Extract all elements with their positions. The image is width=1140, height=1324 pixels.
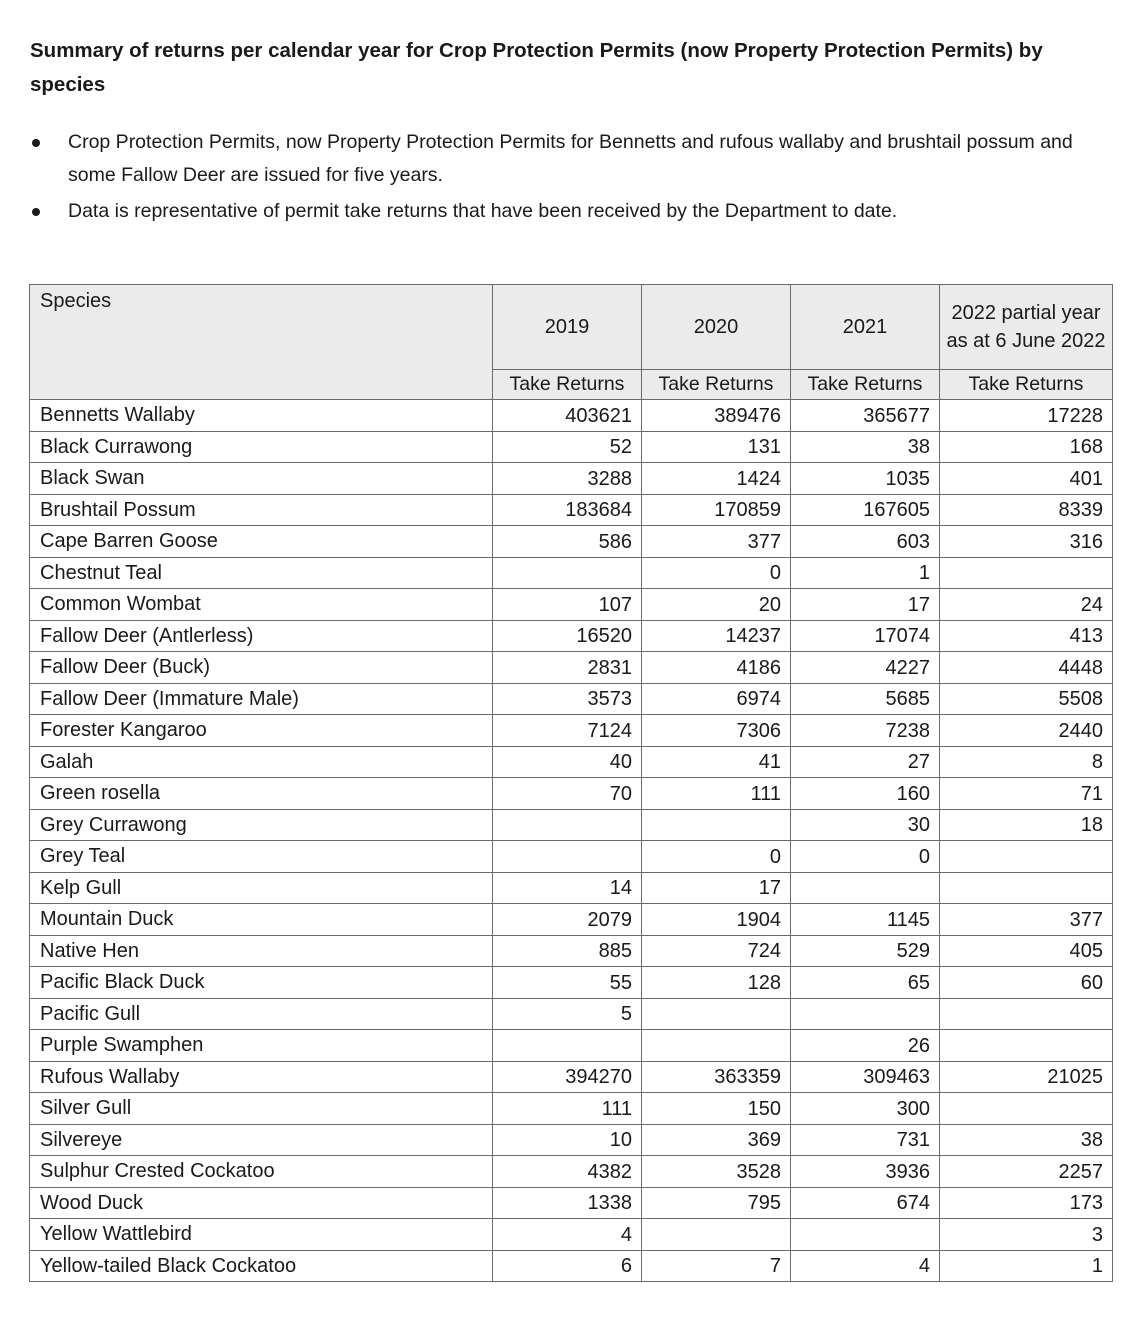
table-row	[30, 463, 1113, 495]
species-name-cell: Fallow Deer (Buck)	[30, 652, 493, 684]
table-row	[30, 872, 1113, 904]
take-return-cell: 173	[940, 1187, 1113, 1219]
take-return-cell: 168	[940, 431, 1113, 463]
species-name-cell: Sulphur Crested Cockatoo	[30, 1156, 493, 1188]
take-return-cell: 2831	[493, 652, 642, 684]
table-row	[30, 557, 1113, 589]
take-return-cell: 401	[940, 463, 1113, 495]
take-return-cell: 7238	[791, 715, 940, 747]
table-row	[30, 1093, 1113, 1125]
species-name-cell: Cape Barren Goose	[30, 526, 493, 558]
table-row	[30, 652, 1113, 684]
take-return-cell: 21025	[940, 1061, 1113, 1093]
take-return-cell	[940, 872, 1113, 904]
species-name-cell: Mountain Duck	[30, 904, 493, 936]
take-return-cell: 0	[642, 557, 791, 589]
take-return-cell: 1338	[493, 1187, 642, 1219]
take-return-cell: 17	[642, 872, 791, 904]
take-return-cell: 1904	[642, 904, 791, 936]
take-return-cell	[940, 557, 1113, 589]
take-return-cell: 405	[940, 935, 1113, 967]
take-return-cell	[493, 557, 642, 589]
table-row	[30, 904, 1113, 936]
take-return-cell: 55	[493, 967, 642, 999]
species-name-cell: Chestnut Teal	[30, 557, 493, 589]
take-return-cell: 7306	[642, 715, 791, 747]
take-return-cell	[791, 1219, 940, 1251]
take-return-cell: 160	[791, 778, 940, 810]
table-row	[30, 778, 1113, 810]
table-row	[30, 841, 1113, 873]
take-return-cell: 0	[642, 841, 791, 873]
take-return-cell: 529	[791, 935, 940, 967]
table-row	[30, 400, 1113, 432]
take-return-cell: 167605	[791, 494, 940, 526]
take-return-cell	[791, 872, 940, 904]
species-name-cell: Pacific Black Duck	[30, 967, 493, 999]
species-name-cell: Silver Gull	[30, 1093, 493, 1125]
species-name-cell: Green rosella	[30, 778, 493, 810]
bullet-text: Crop Protection Permits, now Property Protection Permits for Bennetts and rufous wallaby and brushtail possum and some Fallow Deer are issued for five years.	[68, 131, 1073, 186]
bullet-item	[30, 195, 1115, 228]
take-return-cell: 131	[642, 431, 791, 463]
species-name-cell: Common Wombat	[30, 589, 493, 621]
take-return-cell: 18	[940, 809, 1113, 841]
take-return-cell	[642, 1030, 791, 1062]
take-returns-header: Take Returns	[493, 370, 642, 400]
table-row	[30, 431, 1113, 463]
species-name-cell: Bennetts Wallaby	[30, 400, 493, 432]
bullet-list	[30, 126, 1115, 231]
take-return-cell: 795	[642, 1187, 791, 1219]
take-return-cell	[791, 998, 940, 1030]
species-name-cell: Grey Currawong	[30, 809, 493, 841]
table-row	[30, 1124, 1113, 1156]
take-return-cell: 71	[940, 778, 1113, 810]
take-return-cell: 394270	[493, 1061, 642, 1093]
table-row	[30, 715, 1113, 747]
year-column-header: 2019	[493, 285, 642, 370]
table-header-row	[30, 285, 1113, 370]
table-row	[30, 1061, 1113, 1093]
take-return-cell: 377	[940, 904, 1113, 936]
take-return-cell: 41	[642, 746, 791, 778]
species-name-cell: Pacific Gull	[30, 998, 493, 1030]
take-return-cell: 413	[940, 620, 1113, 652]
species-name-cell: Native Hen	[30, 935, 493, 967]
species-name-cell: Fallow Deer (Antlerless)	[30, 620, 493, 652]
take-return-cell: 183684	[493, 494, 642, 526]
table-row	[30, 1219, 1113, 1251]
table-row	[30, 589, 1113, 621]
take-return-cell: 14237	[642, 620, 791, 652]
table-row	[30, 998, 1113, 1030]
take-return-cell: 107	[493, 589, 642, 621]
bullet-item	[30, 126, 1115, 192]
take-return-cell: 603	[791, 526, 940, 558]
species-name-cell: Fallow Deer (Immature Male)	[30, 683, 493, 715]
take-return-cell	[642, 809, 791, 841]
take-return-cell: 17074	[791, 620, 940, 652]
take-return-cell: 885	[493, 935, 642, 967]
species-name-cell: Galah	[30, 746, 493, 778]
table-row	[30, 1030, 1113, 1062]
take-return-cell: 4382	[493, 1156, 642, 1188]
take-return-cell: 3528	[642, 1156, 791, 1188]
take-return-cell: 365677	[791, 400, 940, 432]
table-row	[30, 494, 1113, 526]
species-name-cell: Forester Kangaroo	[30, 715, 493, 747]
table-row	[30, 1156, 1113, 1188]
take-return-cell: 1	[791, 557, 940, 589]
take-return-cell: 724	[642, 935, 791, 967]
take-return-cell: 60	[940, 967, 1113, 999]
species-name-cell: Silvereye	[30, 1124, 493, 1156]
take-return-cell: 3	[940, 1219, 1113, 1251]
take-return-cell: 309463	[791, 1061, 940, 1093]
take-return-cell: 65	[791, 967, 940, 999]
table-row	[30, 683, 1113, 715]
species-column-header: Species	[30, 285, 493, 400]
take-return-cell: 1035	[791, 463, 940, 495]
table-row	[30, 1187, 1113, 1219]
table-row	[30, 1250, 1113, 1282]
take-return-cell: 316	[940, 526, 1113, 558]
take-return-cell: 8	[940, 746, 1113, 778]
take-return-cell	[940, 998, 1113, 1030]
take-return-cell: 30	[791, 809, 940, 841]
take-return-cell: 170859	[642, 494, 791, 526]
take-return-cell	[493, 1030, 642, 1062]
take-return-cell: 1424	[642, 463, 791, 495]
table-row	[30, 809, 1113, 841]
take-return-cell: 2257	[940, 1156, 1113, 1188]
table-row	[30, 967, 1113, 999]
take-return-cell: 7124	[493, 715, 642, 747]
take-return-cell	[642, 1219, 791, 1251]
species-name-cell: Black Currawong	[30, 431, 493, 463]
take-return-cell: 70	[493, 778, 642, 810]
take-return-cell: 40	[493, 746, 642, 778]
take-returns-header: Take Returns	[642, 370, 791, 400]
take-return-cell	[940, 1030, 1113, 1062]
take-return-cell: 363359	[642, 1061, 791, 1093]
species-name-cell: Rufous Wallaby	[30, 1061, 493, 1093]
take-return-cell	[940, 1093, 1113, 1125]
take-return-cell: 2079	[493, 904, 642, 936]
take-return-cell: 27	[791, 746, 940, 778]
take-return-cell: 674	[791, 1187, 940, 1219]
year-column-header: 2020	[642, 285, 791, 370]
take-return-cell: 369	[642, 1124, 791, 1156]
bullet-dot-icon	[32, 208, 40, 216]
take-return-cell: 0	[791, 841, 940, 873]
take-return-cell: 7	[642, 1250, 791, 1282]
take-return-cell: 377	[642, 526, 791, 558]
take-return-cell: 111	[642, 778, 791, 810]
take-return-cell: 10	[493, 1124, 642, 1156]
take-return-cell: 3288	[493, 463, 642, 495]
table-row	[30, 620, 1113, 652]
take-return-cell: 26	[791, 1030, 940, 1062]
table-row	[30, 526, 1113, 558]
take-return-cell: 4	[791, 1250, 940, 1282]
take-return-cell: 4227	[791, 652, 940, 684]
take-return-cell: 3936	[791, 1156, 940, 1188]
species-name-cell: Kelp Gull	[30, 872, 493, 904]
bullet-dot-icon	[32, 139, 40, 147]
take-return-cell: 38	[791, 431, 940, 463]
bullet-text: Data is representative of permit take returns that have been received by the Department to date.	[68, 200, 898, 222]
take-return-cell: 3573	[493, 683, 642, 715]
take-returns-header: Take Returns	[940, 370, 1113, 400]
take-return-cell: 16520	[493, 620, 642, 652]
take-return-cell: 111	[493, 1093, 642, 1125]
table-row	[30, 935, 1113, 967]
take-return-cell: 4	[493, 1219, 642, 1251]
take-return-cell: 17228	[940, 400, 1113, 432]
table-row	[30, 746, 1113, 778]
take-return-cell: 20	[642, 589, 791, 621]
returns-table	[29, 284, 1113, 1282]
take-return-cell: 24	[940, 589, 1113, 621]
take-return-cell: 2440	[940, 715, 1113, 747]
species-name-cell: Wood Duck	[30, 1187, 493, 1219]
take-return-cell: 403621	[493, 400, 642, 432]
take-return-cell: 5685	[791, 683, 940, 715]
take-return-cell	[940, 841, 1113, 873]
take-return-cell	[493, 809, 642, 841]
take-return-cell	[493, 841, 642, 873]
document-title: Summary of returns per calendar year for Crop Protection Permits (now Property Protection Permits) by species	[30, 39, 1043, 96]
take-return-cell: 300	[791, 1093, 940, 1125]
species-name-cell: Grey Teal	[30, 841, 493, 873]
take-return-cell: 4448	[940, 652, 1113, 684]
take-return-cell: 4186	[642, 652, 791, 684]
take-return-cell: 52	[493, 431, 642, 463]
take-return-cell: 150	[642, 1093, 791, 1125]
take-return-cell: 1	[940, 1250, 1113, 1282]
year-column-header: 2021	[791, 285, 940, 370]
take-return-cell: 128	[642, 967, 791, 999]
take-return-cell: 38	[940, 1124, 1113, 1156]
take-return-cell: 6974	[642, 683, 791, 715]
species-name-cell: Yellow Wattlebird	[30, 1219, 493, 1251]
take-return-cell: 8339	[940, 494, 1113, 526]
species-name-cell: Purple Swamphen	[30, 1030, 493, 1062]
species-name-cell: Brushtail Possum	[30, 494, 493, 526]
take-return-cell: 17	[791, 589, 940, 621]
take-return-cell: 5508	[940, 683, 1113, 715]
species-name-cell: Yellow-tailed Black Cockatoo	[30, 1250, 493, 1282]
species-name-cell: Black Swan	[30, 463, 493, 495]
take-return-cell	[642, 998, 791, 1030]
take-return-cell: 389476	[642, 400, 791, 432]
take-return-cell: 14	[493, 872, 642, 904]
take-return-cell: 731	[791, 1124, 940, 1156]
take-return-cell: 586	[493, 526, 642, 558]
take-return-cell: 5	[493, 998, 642, 1030]
take-return-cell: 1145	[791, 904, 940, 936]
take-returns-header: Take Returns	[791, 370, 940, 400]
take-return-cell: 6	[493, 1250, 642, 1282]
year-column-header: 2022 partial year as at 6 June 2022	[940, 285, 1113, 370]
